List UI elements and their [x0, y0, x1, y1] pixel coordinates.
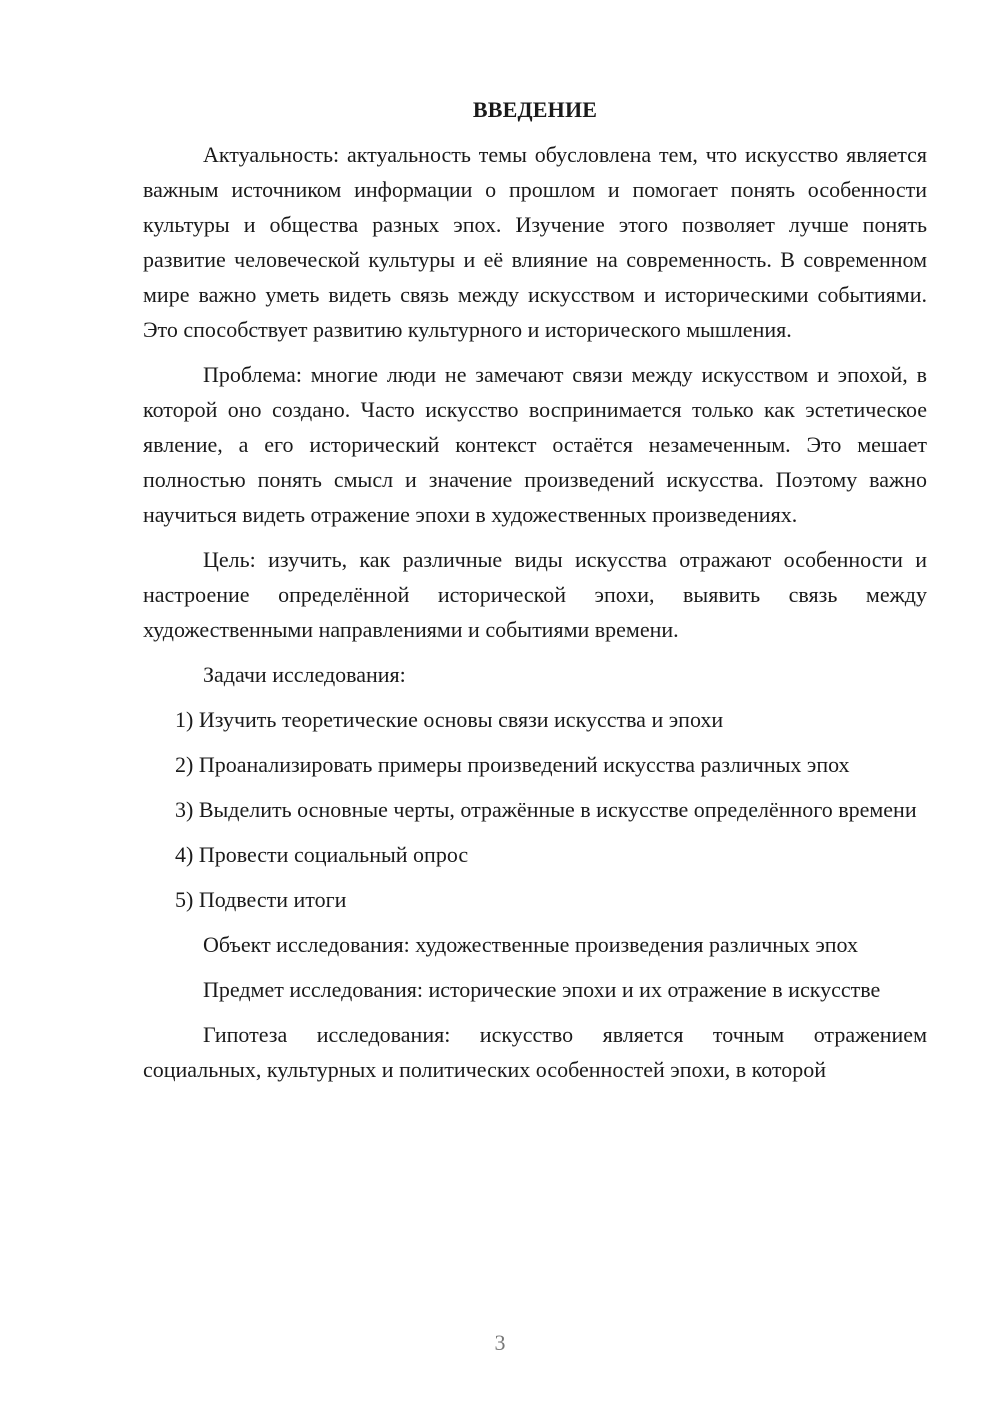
paragraph-goal: Цель: изучить, как различные виды искусства отражают особенности и настроение определённой исторической эпохи, выявить связь между художественными направлениями и событиями времени. [143, 547, 927, 642]
task-item-2: 2) Проанализировать примеры произведений искусства различных эпох [175, 752, 850, 777]
page-content [143, 92, 927, 1097]
task-item-5: 5) Подвести итоги [175, 887, 347, 912]
paragraph-subject: Предмет исследования: исторические эпохи и их отражение в искусстве [203, 977, 881, 1002]
paragraph-relevance: Актуальность: актуальность темы обусловлена тем, что искусство является важным источником информации о прошлом и помогает понять особенности культуры и общества разных эпох. Изучение этого позволяет лучше понять развитие человеческой культуры и её влияние на современность. В современном мире важно уметь видеть связь между искусством и историческими событиями. Это способствует развитию культурного и исторического мышления. [143, 142, 927, 342]
task-item-1: 1) Изучить теоретические основы связи искусства и эпохи [175, 707, 724, 732]
page-number: 3 [494, 1330, 506, 1355]
paragraph-problem: Проблема: многие люди не замечают связи между искусством и эпохой, в которой оно создано. Часто искусство воспринимается только как эстетическое явление, а его исторический контекст остаётся незамеченным. Это мешает полностью понять смысл и значение произведений искусства. Поэтому важно научиться видеть отражение эпохи в художественных произведениях. [143, 362, 927, 527]
paragraph-object: Объект исследования: художественные произведения различных эпох [203, 932, 859, 957]
task-item-3: 3) Выделить основные черты, отражённые в искусстве определённого времени [175, 797, 917, 822]
section-title: ВВЕДЕНИЕ [472, 97, 598, 122]
paragraph-hypothesis: Гипотеза исследования: искусство является точным отражением социальных, культурных и политических особенностей эпохи, в которой [143, 1022, 927, 1082]
task-item-4: 4) Провести социальный опрос [175, 842, 469, 867]
paragraph-tasks-heading: Задачи исследования: [203, 662, 406, 687]
